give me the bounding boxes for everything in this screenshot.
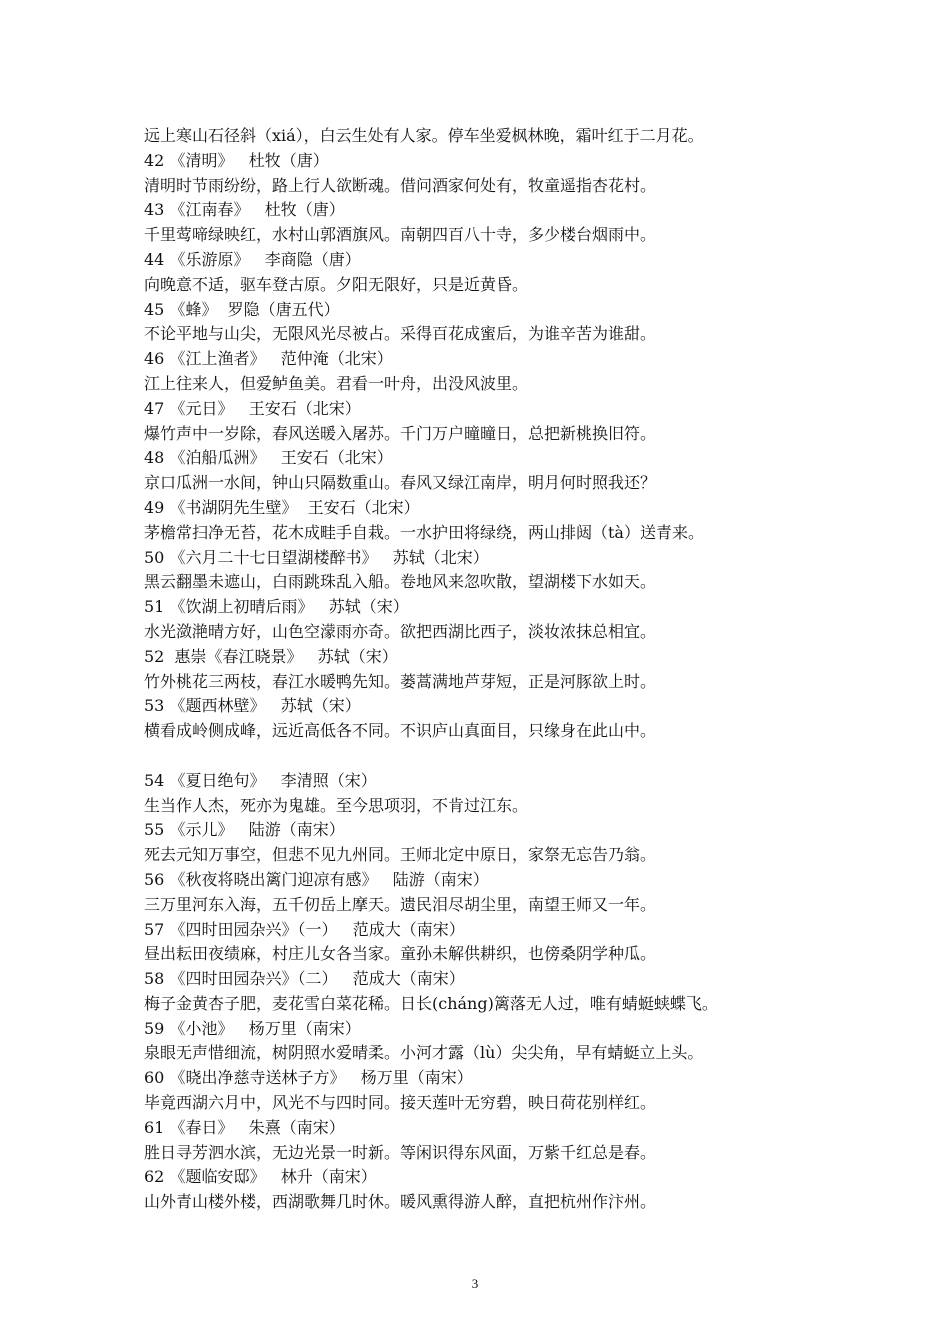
poem-text-line: 远上寒山石径斜（xiá），白云生处有人家。停车坐爱枫林晚，霜叶红于二月花。	[144, 126, 704, 145]
poem-text-line: 山外青山楼外楼，西湖歌舞几时休。暖风熏得游人醉，直把杭州作汴州。	[144, 1192, 657, 1212]
poem-text-line: 清明时节雨纷纷，路上行人欲断魂。借问酒家何处有，牧童遥指杏花村。	[144, 175, 657, 195]
poem-heading-line: 60 《晓出净慈寺送林子方》 杨万里（南宋）	[144, 1068, 473, 1088]
poem-text-line: 京口瓜洲一水间，钟山只隔数重山。春风又绿江南岸，明月何时照我还？	[144, 473, 657, 493]
poem-text-line: 横看成岭侧成峰，远近高低各不同。不识庐山真面目，只缘身在此山中。	[144, 721, 657, 741]
poem-heading-line: 62 《题临安邸》 林升（南宋）	[144, 1167, 377, 1187]
poem-heading-line: 47 《元日》 王安石（北宋）	[144, 398, 361, 418]
poem-heading-line: 53 《题西林壁》 苏轼（宋）	[144, 696, 361, 716]
poem-heading-line: 49 《书湖阴先生壁》 王安石（北宋）	[144, 497, 420, 517]
poem-text-line: 茅檐常扫净无苔，花木成畦手自栽。一水护田将绿绕，两山排闼（tà）送青来。	[144, 522, 704, 542]
poem-text-line: 梅子金黄杏子肥，麦花雪白菜花稀。日长(cháng)篱落无人过，唯有蜻蜓蛱蝶飞。	[144, 993, 718, 1013]
poem-text-line: 三万里河东入海，五千仞岳上摩天。遗民泪尽胡尘里，南望王师又一年。	[144, 894, 657, 914]
poem-text-line: 生当作人杰，死亦为鬼雄。至今思项羽，不肯过江东。	[144, 795, 529, 815]
poem-text-line: 千里莺啼绿映红，水村山郭酒旗风。南朝四百八十寺，多少楼台烟雨中。	[144, 225, 657, 245]
poem-heading-line: 44 《乐游原》 李商隐（唐）	[144, 249, 361, 269]
poem-heading-line: 57 《四时田园杂兴》（一） 范成大（南宋）	[144, 919, 465, 939]
poem-text-line: 毕竟西湖六月中，风光不与四时同。接天莲叶无穷碧，映日荷花别样红。	[144, 1093, 657, 1113]
poem-heading-line: 54 《夏日绝句》 李清照（宋）	[144, 770, 377, 790]
poem-text-line: 江上往来人，但爱鲈鱼美。君看一叶舟，出没风波里。	[144, 373, 529, 393]
poem-heading-line: 43 《江南春》 杜牧（唐）	[144, 200, 345, 220]
poem-heading-line: 61 《春日》 朱熹（南宋）	[144, 1117, 345, 1137]
poem-text-line: 向晚意不适，驱车登古原。夕阳无限好，只是近黄昏。	[144, 274, 529, 294]
blank-line	[144, 744, 834, 769]
poem-text-line: 竹外桃花三两枝，春江水暖鸭先知。蒌蒿满地芦芽短，正是河豚欲上时。	[144, 671, 657, 691]
poem-heading-line: 51 《饮湖上初晴后雨》 苏轼（宋）	[144, 597, 409, 617]
poem-text-line: 死去元知万事空，但悲不见九州同。王师北定中原日，家祭无忘告乃翁。	[144, 845, 657, 865]
poem-heading-line: 42 《清明》 杜牧（唐）	[144, 150, 329, 170]
poem-text-line: 不论平地与山尖，无限风光尽被占。采得百花成蜜后，为谁辛苦为谁甜。	[144, 324, 657, 344]
poem-heading-line: 58 《四时田园杂兴》（二） 范成大（南宋）	[144, 969, 465, 989]
poem-text-line: 黑云翻墨未遮山，白雨跳珠乱入船。卷地风来忽吹散，望湖楼下水如天。	[144, 572, 657, 592]
document-body	[144, 124, 834, 1215]
poem-heading-line: 59 《小池》 杨万里（南宋）	[144, 1018, 361, 1038]
poem-heading-line: 52 惠崇《春江晓景》 苏轼（宋）	[144, 646, 398, 666]
poem-text-line: 泉眼无声惜细流，树阴照水爱晴柔。小河才露（lù）尖尖角，早有蜻蜓立上头。	[144, 1043, 704, 1063]
poem-heading-line: 46 《江上渔者》 范仲淹（北宋）	[144, 349, 393, 369]
poem-heading-line: 56 《秋夜将晓出篱门迎凉有感》 陆游（南宋）	[144, 869, 489, 889]
poem-heading-line: 55 《示儿》 陆游（南宋）	[144, 820, 345, 840]
poem-text-line: 爆竹声中一岁除，春风送暖入屠苏。千门万户曈曈日，总把新桃换旧符。	[144, 423, 657, 443]
poem-text-line: 胜日寻芳泗水滨，无边光景一时新。等闲识得东风面，万紫千红总是春。	[144, 1142, 657, 1162]
poem-text-line: 水光潋滟晴方好，山色空濛雨亦奇。欲把西湖比西子，淡妆浓抹总相宜。	[144, 621, 657, 641]
poem-text-line: 昼出耘田夜绩麻，村庄儿女各当家。童孙未解供耕织，也傍桑阴学种瓜。	[144, 944, 657, 964]
poem-heading-line: 48 《泊船瓜洲》 王安石（北宋）	[144, 448, 393, 468]
poem-heading-line: 45 《蜂》 罗隐（唐五代）	[144, 299, 340, 319]
poem-heading-line: 50 《六月二十七日望湖楼醉书》 苏轼（北宋）	[144, 547, 489, 567]
page-number: 3	[471, 1276, 479, 1291]
